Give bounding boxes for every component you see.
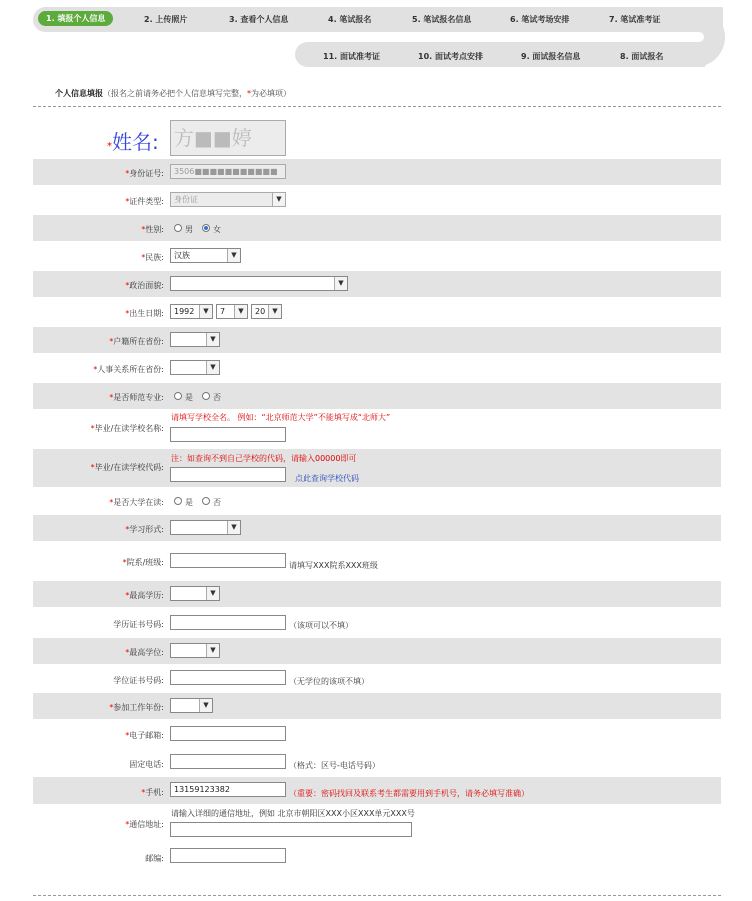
- birth-day-value: 20: [255, 307, 266, 316]
- chevron-down-icon: ▼: [199, 699, 212, 712]
- personnel-province-label: *人事关系所在省份:: [93, 365, 164, 374]
- school-name-note: 请填写学校全名。 例如：“北京师范大学”不能填写成“北师大”: [171, 413, 391, 422]
- step-interview-site[interactable]: 10. 面试考点安排: [418, 52, 483, 61]
- step-interview-signup[interactable]: 8. 面试报名: [620, 52, 664, 61]
- section-hint: （报名之前请务必把个人信息填写完整，: [103, 89, 247, 98]
- row-mobile: [33, 777, 721, 804]
- chevron-down-icon: ▼: [227, 249, 240, 262]
- section-title-text: 个人信息填报: [55, 89, 103, 98]
- edu-cert-label: 学历证书号码:: [113, 620, 164, 629]
- step-written-signup-info[interactable]: 5. 笔试报名信息: [412, 15, 472, 24]
- row-name: [33, 118, 721, 158]
- row-id-number: [33, 159, 721, 185]
- gender-female-label: 女: [213, 225, 221, 234]
- gender-male-radio[interactable]: [174, 224, 182, 232]
- row-email: [33, 720, 721, 748]
- row-id-type: [33, 187, 721, 213]
- row-landline: [33, 749, 721, 777]
- highest-degree-label: *最高学位:: [125, 648, 164, 657]
- school-code-lookup-link[interactable]: 点此查询学校代码: [295, 474, 359, 483]
- dept-class-input[interactable]: [170, 553, 286, 568]
- work-year-select[interactable]: [170, 698, 213, 713]
- degree-cert-note: （无学位的该项不填）: [289, 677, 369, 686]
- section-title: [55, 88, 291, 99]
- row-study-form: [33, 515, 721, 541]
- address-input[interactable]: [170, 822, 412, 837]
- birth-month-value: 7: [220, 307, 226, 316]
- ethnicity-value: 汉族: [174, 251, 190, 260]
- row-birth: [33, 299, 721, 325]
- chevron-down-icon: ▼: [206, 361, 219, 374]
- id-type-label: *证件类型:: [125, 197, 164, 206]
- step-interview-admission[interactable]: 11. 面试准考证: [323, 52, 380, 61]
- row-hukou-province: [33, 327, 721, 353]
- row-edu-cert: [33, 609, 721, 637]
- dept-class-note: 请填写XXX院系XXX班级: [289, 561, 378, 570]
- id-type-select[interactable]: [170, 192, 286, 207]
- row-dept-class: [33, 543, 721, 579]
- school-name-label: *毕业/在读学校名称:: [90, 424, 164, 433]
- postcode-label: 邮编:: [145, 854, 164, 863]
- normal-major-yes-radio[interactable]: [174, 392, 182, 400]
- gender-label: *性别:: [141, 225, 164, 234]
- hukou-province-label: *户籍所在省份:: [109, 337, 164, 346]
- ethnicity-select[interactable]: [170, 248, 241, 263]
- birth-year-value: 1992: [174, 307, 195, 316]
- personnel-province-select[interactable]: [170, 360, 220, 375]
- name-label: *姓名:: [107, 130, 159, 154]
- row-degree-cert: [33, 665, 721, 693]
- school-code-note: 注：如查询不到自己学校的代码，请输入00000即可: [171, 454, 357, 463]
- in-school-no-label: 否: [213, 498, 221, 507]
- chevron-down-icon: ▼: [206, 644, 219, 657]
- address-note: 请输入详细的通信地址，例如 北京市朝阳区XXX小区XXX单元XXX号: [171, 809, 415, 818]
- section-hint-end: 为必填项）: [251, 89, 291, 98]
- political-label: *政治面貌:: [125, 281, 164, 290]
- in-school-yes-radio[interactable]: [174, 497, 182, 505]
- row-ethnicity: [33, 243, 721, 269]
- row-gender: [33, 215, 721, 241]
- address-label: *通信地址:: [125, 820, 164, 829]
- landline-input[interactable]: [170, 754, 286, 769]
- birth-month-select[interactable]: [216, 304, 248, 319]
- row-work-year: [33, 693, 721, 719]
- divider-bottom: [33, 895, 721, 896]
- row-school-code: [33, 449, 721, 487]
- chevron-down-icon: ▼: [206, 333, 219, 346]
- edu-cert-input[interactable]: [170, 615, 286, 630]
- birth-day-select[interactable]: [251, 304, 282, 319]
- hukou-province-select[interactable]: [170, 332, 220, 347]
- row-personnel-province: [33, 355, 721, 381]
- in-school-no-radio[interactable]: [202, 497, 210, 505]
- landline-note: （格式：区号-电话号码）: [289, 761, 380, 770]
- ethnicity-label: *民族:: [141, 253, 164, 262]
- divider-top: [33, 106, 721, 107]
- mobile-note: （重要：密码找回及联系考生都需要用到手机号，请务必填写准确）: [289, 789, 529, 798]
- email-label: *电子邮箱:: [125, 731, 164, 740]
- required-mark: *: [247, 89, 251, 98]
- chevron-down-icon: ▼: [206, 587, 219, 600]
- row-normal-major: [33, 383, 721, 409]
- gender-female-radio[interactable]: [202, 224, 210, 232]
- row-political: [33, 271, 721, 297]
- in-school-yes-label: 是: [185, 498, 193, 507]
- chevron-down-icon: ▼: [199, 305, 212, 318]
- highest-edu-label: *最高学历:: [125, 591, 164, 600]
- step-interview-signup-info[interactable]: 9. 面试报名信息: [521, 52, 581, 61]
- degree-cert-label: 学位证书号码:: [113, 676, 164, 685]
- email-input[interactable]: [170, 726, 286, 741]
- landline-label: 固定电话:: [129, 760, 164, 769]
- dept-class-label: *院系/班级:: [122, 558, 164, 567]
- study-form-label: *学习形式:: [125, 525, 164, 534]
- row-postcode: [33, 844, 721, 870]
- mobile-input[interactable]: 13159123382: [170, 782, 286, 797]
- row-address: [33, 805, 721, 843]
- study-form-select[interactable]: [170, 520, 241, 535]
- name-field[interactable]: 方■■婷: [170, 120, 286, 156]
- id-type-value: 身份证: [174, 195, 198, 204]
- id-number-field[interactable]: 3506■■■■■■■■■■■: [170, 164, 286, 179]
- birth-year-select[interactable]: [170, 304, 213, 319]
- step-upload-photo[interactable]: 2. 上传照片: [144, 15, 188, 24]
- highest-degree-select[interactable]: [170, 643, 220, 658]
- in-school-label: *是否大学在读:: [109, 498, 164, 507]
- step-written-room[interactable]: 6. 笔试考场安排: [510, 15, 570, 24]
- degree-cert-input[interactable]: [170, 670, 286, 685]
- row-highest-edu: [33, 581, 721, 607]
- school-code-input[interactable]: [170, 467, 286, 482]
- step-fill-personal-info[interactable]: 1. 填报个人信息: [38, 11, 113, 26]
- birth-label: *出生日期:: [125, 309, 164, 318]
- row-highest-degree: [33, 638, 721, 664]
- chevron-down-icon: ▼: [334, 277, 347, 290]
- chevron-down-icon: ▼: [272, 193, 285, 206]
- step-written-admission[interactable]: 7. 笔试准考证: [609, 15, 661, 24]
- steps-nav-curve-inner: [690, 32, 704, 42]
- chevron-down-icon: ▼: [234, 305, 247, 318]
- normal-major-yes-label: 是: [185, 393, 193, 402]
- work-year-label: *参加工作年份:: [109, 703, 164, 712]
- normal-major-label: *是否师范专业:: [109, 393, 164, 402]
- mobile-label: *手机:: [141, 788, 164, 797]
- school-code-label: *毕业/在读学校代码:: [90, 463, 164, 472]
- chevron-down-icon: ▼: [268, 305, 281, 318]
- normal-major-no-radio[interactable]: [202, 392, 210, 400]
- edu-cert-note: （该项可以不填）: [289, 621, 353, 630]
- row-school-name: [33, 410, 721, 448]
- school-name-input[interactable]: [170, 427, 286, 442]
- highest-edu-select[interactable]: [170, 586, 220, 601]
- row-in-school: [33, 488, 721, 514]
- chevron-down-icon: ▼: [227, 521, 240, 534]
- step-view-personal-info[interactable]: 3. 查看个人信息: [229, 15, 289, 24]
- step-written-signup[interactable]: 4. 笔试报名: [328, 15, 372, 24]
- normal-major-no-label: 否: [213, 393, 221, 402]
- postcode-input[interactable]: [170, 848, 286, 863]
- gender-male-label: 男: [185, 225, 193, 234]
- id-number-label: *身份证号:: [125, 169, 164, 178]
- political-select[interactable]: [170, 276, 348, 291]
